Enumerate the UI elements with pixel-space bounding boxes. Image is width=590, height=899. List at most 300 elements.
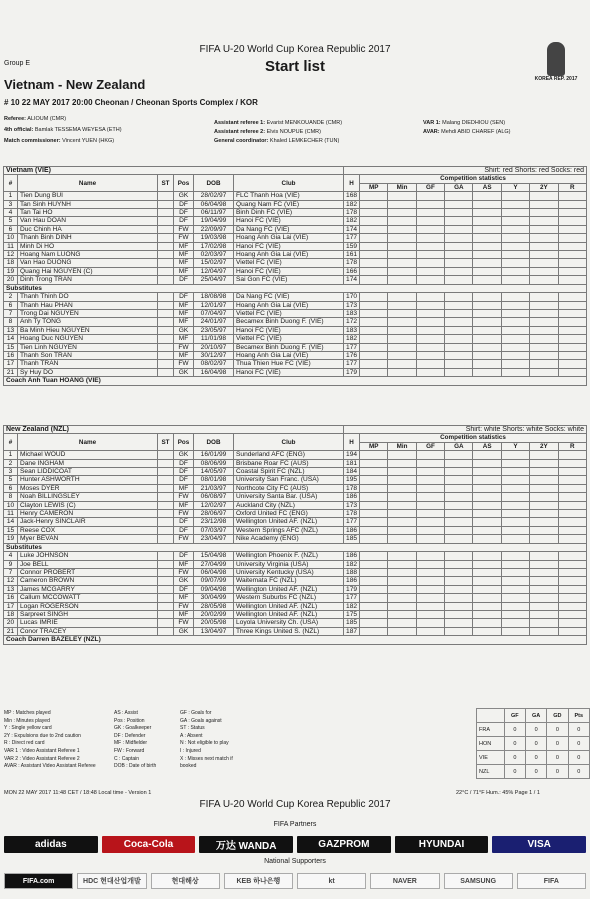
player-height: 176 — [344, 351, 360, 359]
player-dob: 06/04/98 — [194, 200, 234, 208]
stat-cell — [416, 242, 444, 250]
stat-cell — [445, 526, 473, 534]
player-position: MF — [174, 351, 194, 359]
player-row — [4, 468, 587, 476]
stat-cell — [473, 526, 501, 534]
player-status — [158, 526, 174, 534]
player-dob: 15/04/98 — [194, 552, 234, 560]
stat-cell — [445, 552, 473, 560]
player-number: 13 — [4, 585, 18, 593]
stat-cell — [416, 225, 444, 233]
stat-cell — [558, 276, 586, 284]
stat-cell — [416, 577, 444, 585]
stat-cell — [445, 217, 473, 225]
stat-cell — [388, 242, 416, 250]
player-row — [4, 594, 587, 602]
player-status — [158, 309, 174, 317]
player-status — [158, 259, 174, 267]
player-dob: 16/01/99 — [194, 451, 234, 459]
player-status — [158, 535, 174, 543]
stat-cell — [473, 501, 501, 509]
standings-team: FRA — [477, 723, 505, 737]
stat-cell — [388, 501, 416, 509]
player-number: 18 — [4, 259, 18, 267]
stat-cell — [501, 610, 529, 618]
player-row — [4, 451, 587, 459]
player-status — [158, 192, 174, 200]
stat-cell — [530, 535, 558, 543]
player-name: Reese COX — [18, 526, 158, 534]
player-club: Northcote City FC (AUS) — [234, 484, 344, 492]
player-height: 174 — [344, 225, 360, 233]
player-club: Da Nang FC (VIE) — [234, 293, 344, 301]
coach-row — [4, 377, 587, 385]
stat-cell — [473, 594, 501, 602]
player-name: Sean LIDDICOAT — [18, 468, 158, 476]
stat-cell — [473, 585, 501, 593]
stat-column-header: GF — [416, 442, 444, 450]
stat-cell — [501, 293, 529, 301]
player-height: 186 — [344, 577, 360, 585]
stat-cell — [360, 560, 388, 568]
standings-value: 0 — [568, 723, 589, 737]
player-name: Lucas IMRIE — [18, 619, 158, 627]
stat-cell — [558, 242, 586, 250]
player-row — [4, 251, 587, 259]
stat-cell — [530, 234, 558, 242]
stat-cell — [501, 251, 529, 259]
legend-entry: AVAR : Assistant Video Assistant Referee — [4, 763, 96, 770]
stat-cell — [416, 318, 444, 326]
stat-cell — [501, 343, 529, 351]
legend-entry: C : Captain — [114, 755, 140, 762]
player-position: GK — [174, 192, 194, 200]
stat-cell — [416, 343, 444, 351]
player-height: 182 — [344, 200, 360, 208]
column-header: ST — [158, 434, 174, 451]
stat-cell — [360, 619, 388, 627]
stat-cell — [501, 476, 529, 484]
legend-column — [4, 710, 96, 771]
player-row — [4, 484, 587, 492]
player-name: Moses DYER — [18, 484, 158, 492]
player-position: DF — [174, 585, 194, 593]
stat-cell — [416, 451, 444, 459]
stat-cell — [416, 560, 444, 568]
player-height: 173 — [344, 501, 360, 509]
stat-cell — [558, 318, 586, 326]
player-status — [158, 610, 174, 618]
player-dob: 15/02/97 — [194, 259, 234, 267]
stat-cell — [501, 209, 529, 217]
stat-cell — [558, 501, 586, 509]
stat-cell — [501, 585, 529, 593]
stat-cell — [388, 276, 416, 284]
stat-cell — [388, 301, 416, 309]
stat-cell — [445, 318, 473, 326]
player-number: 5 — [4, 217, 18, 225]
stat-cell — [360, 301, 388, 309]
player-height: 177 — [344, 360, 360, 368]
stat-cell — [360, 594, 388, 602]
player-number: 9 — [4, 560, 18, 568]
supporter-logo: NAVER — [370, 873, 439, 889]
stat-cell — [360, 627, 388, 635]
stat-cell — [360, 585, 388, 593]
player-name: Luke JOHNSON — [18, 552, 158, 560]
player-number: 7 — [4, 309, 18, 317]
player-status — [158, 518, 174, 526]
supporter-logo: SAMSUNG — [444, 873, 513, 889]
player-position: FW — [174, 225, 194, 233]
stat-cell — [530, 259, 558, 267]
stat-cell — [530, 518, 558, 526]
stat-cell — [530, 459, 558, 467]
player-row — [4, 518, 587, 526]
supporter-logo: FIFA.com — [4, 873, 73, 889]
stat-cell — [445, 267, 473, 275]
stat-cell — [388, 217, 416, 225]
group-label: Group E — [4, 60, 31, 67]
stat-cell — [360, 493, 388, 501]
stat-cell — [445, 335, 473, 343]
substitutes-label: Substitutes — [4, 284, 587, 292]
player-dob: 06/11/97 — [194, 209, 234, 217]
stat-column-header: 2Y — [530, 183, 558, 191]
player-dob: 02/03/97 — [194, 251, 234, 259]
player-status — [158, 552, 174, 560]
column-header: H — [344, 175, 360, 192]
stat-cell — [473, 484, 501, 492]
player-row — [4, 217, 587, 225]
player-dob: 08/01/98 — [194, 476, 234, 484]
standings-column: GA — [525, 709, 546, 723]
player-name: Thanh Son TRAN — [18, 351, 158, 359]
stat-cell — [558, 560, 586, 568]
stat-cell — [388, 209, 416, 217]
player-position: FW — [174, 535, 194, 543]
player-dob: 20/05/98 — [194, 619, 234, 627]
stat-cell — [558, 343, 586, 351]
player-dob: 12/01/97 — [194, 301, 234, 309]
player-height: 186 — [344, 493, 360, 501]
standings-value: 0 — [525, 751, 546, 765]
stat-cell — [530, 192, 558, 200]
player-name: Hoang Nam LUONG — [18, 251, 158, 259]
stat-cell — [530, 493, 558, 501]
stat-cell — [473, 510, 501, 518]
stat-cell — [360, 451, 388, 459]
official-name: Khaled LEMKECHER (TUN) — [268, 138, 340, 144]
team-kit: Shirt: white Shorts: white Socks: white — [344, 426, 587, 434]
official-role: Assistant referee 1: — [214, 120, 266, 126]
player-name: Minh Di HO — [18, 242, 158, 250]
stat-cell — [473, 234, 501, 242]
player-dob: 23/04/97 — [194, 535, 234, 543]
stat-cell — [360, 251, 388, 259]
player-height: 183 — [344, 326, 360, 334]
stat-cell — [388, 335, 416, 343]
player-status — [158, 594, 174, 602]
stat-cell — [501, 552, 529, 560]
player-row — [4, 368, 587, 376]
stat-cell — [558, 535, 586, 543]
stat-cell — [360, 318, 388, 326]
player-status — [158, 577, 174, 585]
player-number: 15 — [4, 343, 18, 351]
stat-cell — [501, 200, 529, 208]
stat-cell — [558, 192, 586, 200]
legend-entry: GA : Goals against — [180, 717, 222, 724]
stat-cell — [360, 234, 388, 242]
stat-cell — [558, 451, 586, 459]
player-name: Conor TRACEY — [18, 627, 158, 635]
stat-cell — [501, 259, 529, 267]
standings-value: 0 — [504, 765, 525, 779]
stat-cell — [445, 619, 473, 627]
player-position: MF — [174, 501, 194, 509]
player-club: Oxford United FC (ENG) — [234, 510, 344, 518]
stat-cell — [388, 585, 416, 593]
stat-cell — [388, 484, 416, 492]
stat-cell — [445, 309, 473, 317]
stat-cell — [530, 267, 558, 275]
legend-entry: I : Injured — [180, 747, 201, 754]
stat-cell — [416, 484, 444, 492]
stat-cell — [530, 451, 558, 459]
official-entry — [4, 116, 66, 122]
stat-cell — [501, 267, 529, 275]
player-height: 177 — [344, 518, 360, 526]
player-club: Coastal Spirit FC (NZL) — [234, 468, 344, 476]
player-name: Connor PROBERT — [18, 568, 158, 576]
player-number: 1 — [4, 451, 18, 459]
stat-cell — [445, 225, 473, 233]
player-row — [4, 476, 587, 484]
player-position: DF — [174, 276, 194, 284]
stat-cell — [416, 251, 444, 259]
player-position: DF — [174, 468, 194, 476]
tournament-logo — [528, 42, 584, 82]
player-dob: 24/01/97 — [194, 318, 234, 326]
stat-cell — [558, 493, 586, 501]
official-name: ALIOUM (CMR) — [26, 116, 67, 122]
stat-cell — [416, 468, 444, 476]
stat-cell — [388, 451, 416, 459]
player-position: FW — [174, 619, 194, 627]
standings-value: 0 — [547, 765, 568, 779]
standings-value: 0 — [547, 751, 568, 765]
stat-cell — [445, 343, 473, 351]
player-club: Loyola University Ch. (USA) — [234, 619, 344, 627]
stat-cell — [530, 276, 558, 284]
stat-cell — [360, 368, 388, 376]
player-status — [158, 335, 174, 343]
player-position: DF — [174, 459, 194, 467]
stat-column-header: Y — [501, 183, 529, 191]
player-height: 170 — [344, 293, 360, 301]
player-club: University San Franc. (USA) — [234, 476, 344, 484]
player-name: Thanh Thinh DO — [18, 293, 158, 301]
player-name: Thanh Hau PHAN — [18, 301, 158, 309]
player-club: Viettel FC (VIE) — [234, 335, 344, 343]
stat-cell — [473, 619, 501, 627]
standings-column: Pts — [568, 709, 589, 723]
player-row — [4, 619, 587, 627]
standings-column: GD — [547, 709, 568, 723]
player-row — [4, 335, 587, 343]
stat-cell — [388, 267, 416, 275]
player-height: 182 — [344, 602, 360, 610]
player-status — [158, 560, 174, 568]
player-name: Anh Ty TONG — [18, 318, 158, 326]
player-status — [158, 510, 174, 518]
player-club: Hoang Anh Gia Lai (VIE) — [234, 251, 344, 259]
player-name: Michael WOUD — [18, 451, 158, 459]
official-role: Match commissioner: — [4, 138, 61, 144]
stat-cell — [530, 510, 558, 518]
stat-cell — [445, 234, 473, 242]
stat-cell — [445, 293, 473, 301]
stat-cell — [473, 568, 501, 576]
stat-cell — [360, 225, 388, 233]
stat-cell — [388, 360, 416, 368]
stat-column-header: 2Y — [530, 442, 558, 450]
player-club: Wellington United AF. (NZL) — [234, 518, 344, 526]
stat-cell — [473, 192, 501, 200]
player-row — [4, 276, 587, 284]
stat-cell — [388, 510, 416, 518]
player-name: Thanh Binh DINH — [18, 234, 158, 242]
player-height: 182 — [344, 335, 360, 343]
player-status — [158, 627, 174, 635]
stat-cell — [360, 259, 388, 267]
logo-text: KOREA REP. 2017 — [534, 76, 578, 82]
stat-cell — [530, 594, 558, 602]
player-number: 19 — [4, 535, 18, 543]
player-position: MF — [174, 267, 194, 275]
player-position: MF — [174, 335, 194, 343]
player-row — [4, 577, 587, 585]
player-position: DF — [174, 293, 194, 301]
legend-entry: ST : Status — [180, 725, 205, 732]
standings-value: 0 — [568, 737, 589, 751]
stat-cell — [501, 518, 529, 526]
stat-cell — [388, 627, 416, 635]
player-club: Waitemata FC (NZL) — [234, 577, 344, 585]
stat-cell — [473, 343, 501, 351]
player-number: 1 — [4, 192, 18, 200]
stat-cell — [530, 343, 558, 351]
player-club: University Virginia (USA) — [234, 560, 344, 568]
player-number: 15 — [4, 526, 18, 534]
stat-cell — [558, 251, 586, 259]
stat-cell — [360, 610, 388, 618]
stat-cell — [501, 526, 529, 534]
official-role: 4th official: — [4, 127, 34, 133]
partner-logo: Coca-Cola — [102, 836, 196, 853]
stat-cell — [416, 535, 444, 543]
standings-value: 0 — [547, 737, 568, 751]
player-dob: 18/08/98 — [194, 293, 234, 301]
player-status — [158, 301, 174, 309]
player-number: 2 — [4, 459, 18, 467]
column-header-row — [4, 434, 587, 442]
player-status — [158, 251, 174, 259]
stat-cell — [416, 209, 444, 217]
weather-info: 22°C / 71°F Hum.: 45% Page 1 / 1 — [456, 790, 540, 796]
stat-cell — [445, 459, 473, 467]
stat-cell — [416, 627, 444, 635]
player-status — [158, 619, 174, 627]
stat-cell — [416, 351, 444, 359]
legend-entry: GF : Goals for — [180, 710, 212, 716]
standings-value: 0 — [568, 765, 589, 779]
stat-cell — [388, 225, 416, 233]
player-club: FLC Thanh Hoa (VIE) — [234, 192, 344, 200]
match-title: Vietnam - New Zealand — [4, 77, 146, 92]
player-dob: 09/07/99 — [194, 577, 234, 585]
stat-cell — [473, 301, 501, 309]
stat-cell — [445, 518, 473, 526]
player-dob: 28/02/97 — [194, 192, 234, 200]
player-height: 177 — [344, 594, 360, 602]
stat-cell — [473, 217, 501, 225]
player-dob: 20/10/97 — [194, 343, 234, 351]
stat-cell — [445, 368, 473, 376]
stat-column-header: GA — [445, 442, 473, 450]
player-position: DF — [174, 518, 194, 526]
stat-cell — [360, 217, 388, 225]
player-position: DF — [174, 476, 194, 484]
player-club: University Kentucky (USA) — [234, 568, 344, 576]
column-header: Pos — [174, 434, 194, 451]
official-role: Referee: — [4, 116, 27, 122]
legend-column — [180, 710, 233, 771]
stat-cell — [558, 585, 586, 593]
stat-cell — [416, 459, 444, 467]
stat-cell — [501, 594, 529, 602]
player-status — [158, 318, 174, 326]
stat-cell — [388, 368, 416, 376]
player-position: FW — [174, 568, 194, 576]
legend-entry: DF : Defender — [114, 732, 146, 739]
player-club: Binh Dinh FC (VIE) — [234, 209, 344, 217]
stat-cell — [360, 602, 388, 610]
stat-cell — [473, 360, 501, 368]
trophy-icon — [547, 42, 565, 76]
player-row — [4, 267, 587, 275]
column-header: H — [344, 434, 360, 451]
stat-cell — [530, 619, 558, 627]
supporters-label: National Supporters — [264, 858, 326, 865]
player-club: Hoang Anh Gia Lai (VIE) — [234, 301, 344, 309]
column-header: # — [4, 175, 18, 192]
stat-column-header: Min — [388, 442, 416, 450]
stat-cell — [530, 468, 558, 476]
player-name: James MCGARRY — [18, 585, 158, 593]
player-club: Hoang Anh Gia Lai (VIE) — [234, 234, 344, 242]
stat-cell — [416, 276, 444, 284]
stat-cell — [445, 602, 473, 610]
stat-cell — [530, 552, 558, 560]
player-club: Hanoi FC (VIE) — [234, 326, 344, 334]
player-row — [4, 501, 587, 509]
stat-column-header: Min — [388, 183, 416, 191]
stat-cell — [530, 318, 558, 326]
partners-label: FIFA Partners — [273, 821, 317, 828]
player-height: 181 — [344, 459, 360, 467]
